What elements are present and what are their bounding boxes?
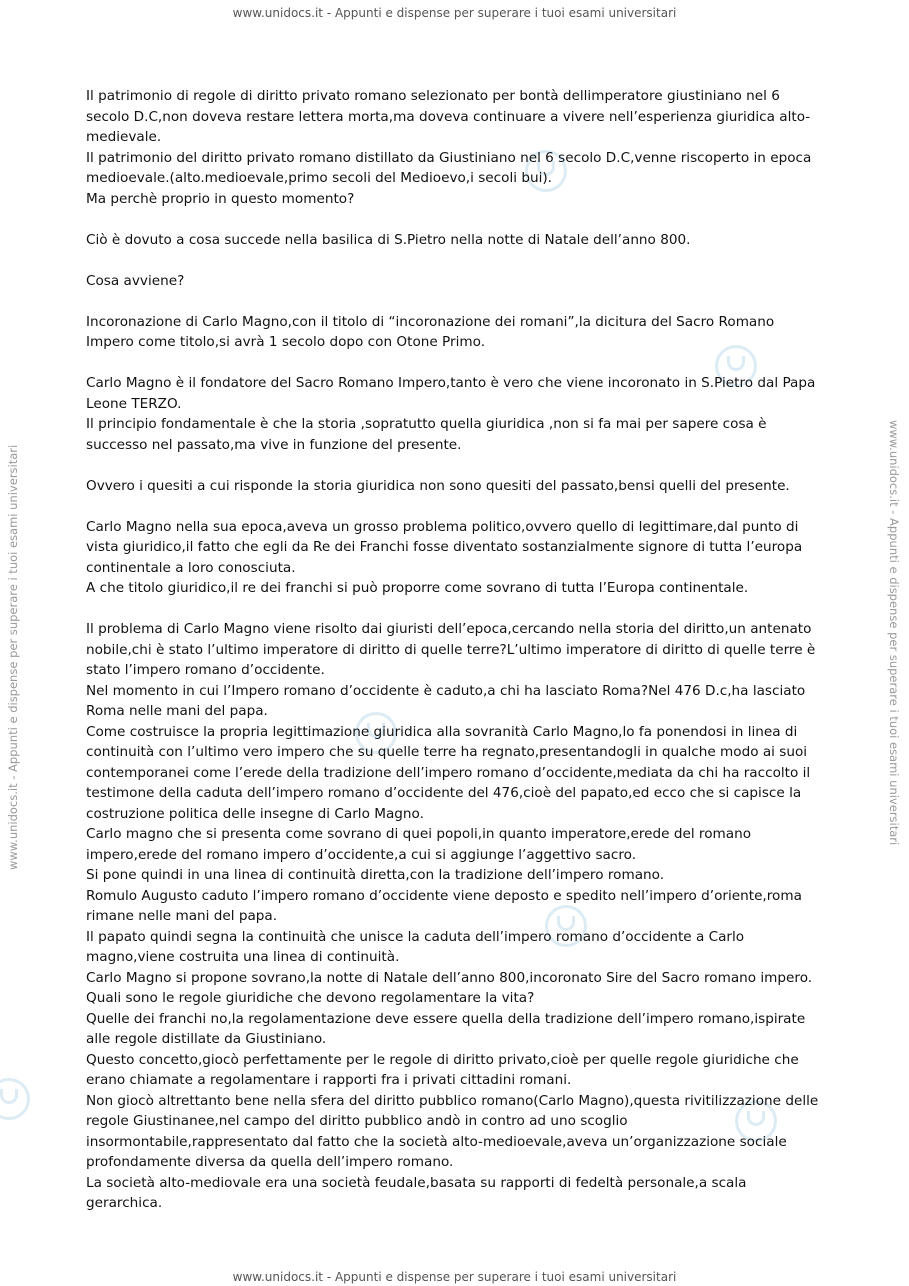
text-line: insormontabile,rappresentato dal fatto che la società alto-medioevale,aveva un’organizzazione sociale	[86, 1133, 787, 1150]
text-line: nobile,chi è stato l’ultimo imperatore di diritto di quelle terre?L’ultimo imperatore di diritto di quelle terre è	[86, 641, 816, 658]
text-line: regole Giustinanee,nel campo del diritto pubblico andò in contro ad uno scoglio	[86, 1113, 628, 1129]
text-line: Carlo Magno nella sua epoca,aveva un grosso problema politico,ovvero quello di legittimare,dal punto di	[86, 518, 799, 535]
text-line: continuità con l’ultimo vero impero che su quelle terre ha regnato,presentandogli in qualche modo ai suoi	[86, 744, 808, 760]
document-body	[86, 86, 826, 1214]
text-line: impero,erede del romano impero d’occidente,a cui si aggiunge l’aggettivo sacro.	[86, 846, 637, 863]
text-line: Quelle dei franchi no,la regolamentazione deve essere quella della tradizione dell’impero romano,ispirate	[86, 1010, 806, 1027]
paragraph-legitimation	[86, 619, 826, 1214]
left-side-watermark-text: www.unidocs.it - Appunti e dispense per superare i tuoi esami universitari	[6, 444, 20, 870]
paragraph-present	[86, 476, 826, 497]
text-line: Roma nelle mani del papa.	[86, 703, 268, 719]
text-line: Questo concetto,giocò perfettamente per le regole di diritto privato,cioè per quelle regole giuridiche che	[86, 1051, 799, 1068]
text-line: profondamente diversa da quella dell’impero romano.	[86, 1154, 454, 1170]
text-line: erano chiamate a regolamentare i rapporti fra i privati cittadini romani.	[86, 1072, 572, 1088]
right-side-watermark	[887, 420, 901, 845]
text-line: Carlo Magno è il fondatore del Sacro Romano Impero,tanto è vero che viene incoronato in S.Pietro dal Papa	[86, 375, 816, 391]
text-line: Nel momento in cui l’Impero romano d’occidente è caduto,a chi ha lasciato Roma?Nel 476 D.c,ha lasciato	[86, 682, 806, 699]
text-line: costruzione politica delle insegne di Carlo Magno.	[86, 805, 424, 822]
text-line: alle regole distillate da Giustiniano.	[86, 1031, 327, 1047]
text-line: Come costruisce la propria legittimazione giuridica alla sovranità Carlo Magno,lo fa ponendosi in linea di	[86, 723, 798, 740]
text-line: Il patrimonio di regole di diritto privato romano selezionato per bontà dellimperatore giustiniano nel 6	[86, 88, 780, 104]
text-line: Non giocò altrettanto bene nella sfera del diritto pubblico romano(Carlo Magno),questa rivitilizzazione delle	[86, 1092, 819, 1109]
text-line: Il problema di Carlo Magno viene risolto dai giuristi dell’epoca,cercando nella storia del diritto,un antenato	[86, 621, 812, 637]
paragraph-question	[86, 271, 826, 292]
text-line: Ovvero i quesiti a cui risponde la storia giuridica non sono quesiti del passato,bensi quelli del presente.	[86, 477, 790, 494]
text-line: rimane nelle mani del papa.	[86, 908, 278, 924]
text-line: Leone TERZO.	[86, 395, 182, 412]
text-line: Il patrimonio del diritto privato romano distillato da Giustiniano nel 6 secolo D.C,venne riscoperto in epoca	[86, 149, 812, 166]
text-line: successo nel passato,ma vive in funzione del presente.	[86, 436, 462, 453]
paragraph-intro	[86, 86, 826, 209]
paragraph-basilica	[86, 230, 826, 251]
paragraph-political-problem	[86, 517, 826, 599]
text-line: Cosa avviene?	[86, 272, 185, 289]
text-line: Il principio fondamentale è che la storia ,sopratutto quella giuridica ,non si fa mai per sapere cosa è	[86, 416, 767, 432]
text-line: Carlo Magno si propone sovrano,la notte di Natale dell’anno 800,incoronato Sire del Sacro romano impero.	[86, 969, 813, 986]
text-line: Quali sono le regole giuridiche che devono regolamentare la vita?	[86, 990, 535, 1006]
paragraph-coronation	[86, 312, 826, 353]
text-line: Ma perchè proprio in questo momento?	[86, 190, 355, 207]
text-line: magno,viene costruita una linea di continuità.	[86, 949, 400, 965]
text-line: Si pone quindi in una linea di continuità diretta,con la tradizione dell’impero romano.	[86, 867, 665, 883]
text-line: Impero come titolo,si avrà 1 secolo dopo con Otone Primo.	[86, 334, 486, 350]
text-line: Incoronazione di Carlo Magno,con il titolo di “incoronazione dei romani”,la dicitura del Sacro Romano	[86, 313, 775, 330]
text-line: secolo D.C,non doveva restare lettera morta,ma doveva continuare a vivere nell’esperienza giuridica alto-	[86, 108, 811, 125]
left-side-watermark	[6, 445, 20, 870]
text-line: medievale.	[86, 129, 162, 145]
paragraph-founder	[86, 373, 826, 455]
text-line: medioevale.(alto.medioevale,primo secoli del Medioevo,i secoli bui).	[86, 170, 552, 186]
right-side-watermark-text: www.unidocs.it - Appunti e dispense per superare i tuoi esami universitari	[887, 420, 901, 846]
text-line: vista giuridico,il fatto che egli da Re dei Franchi fosse diventato sostanzialmente signore di tutta l’europa	[86, 539, 803, 555]
text-line: stato l’impero romano d’occidente.	[86, 662, 325, 678]
text-line: Ciò è dovuto a cosa succede nella basilica di S.Pietro nella notte di Natale dell’anno 800.	[86, 231, 691, 248]
text-line: A che titolo giuridico,il re dei franchi si può proporre come sovrano di tutta l’Europa continentale.	[86, 580, 749, 596]
text-line: contemporanei come l’erede della tradizione dell’impero romano d’occidente,mediata da chi ha raccolto il	[86, 764, 811, 781]
header-banner-text: www.unidocs.it - Appunti e dispense per superare i tuoi esami universitari	[232, 6, 677, 20]
header-watermark-banner	[0, 6, 909, 20]
text-line: Il papato quindi segna la continuità che unisce la caduta dell’impero romano d’occidente a Carlo	[86, 928, 745, 945]
text-line: continentale a loro conosciuta.	[86, 559, 296, 576]
watermark-logo-icon	[0, 1078, 30, 1120]
text-line: La società alto-mediovale era una società feudale,basata su rapporti di fedeltà personale,a scala gerarchica.	[86, 1174, 747, 1211]
text-line: testimone della caduta dell’impero romano d’occidente del 476,cioè del papato,ed ecco che si capisce la	[86, 785, 802, 801]
footer-watermark-banner	[0, 1270, 909, 1284]
text-line: Romulo Augusto caduto l’impero romano d’occidente viene deposto e spedito nell’impero d’oriente,roma	[86, 887, 802, 904]
footer-banner-text: www.unidocs.it - Appunti e dispense per superare i tuoi esami universitari	[232, 1270, 677, 1284]
text-line: Carlo magno che si presenta come sovrano di quei popoli,in quanto imperatore,erede del romano	[86, 826, 752, 842]
